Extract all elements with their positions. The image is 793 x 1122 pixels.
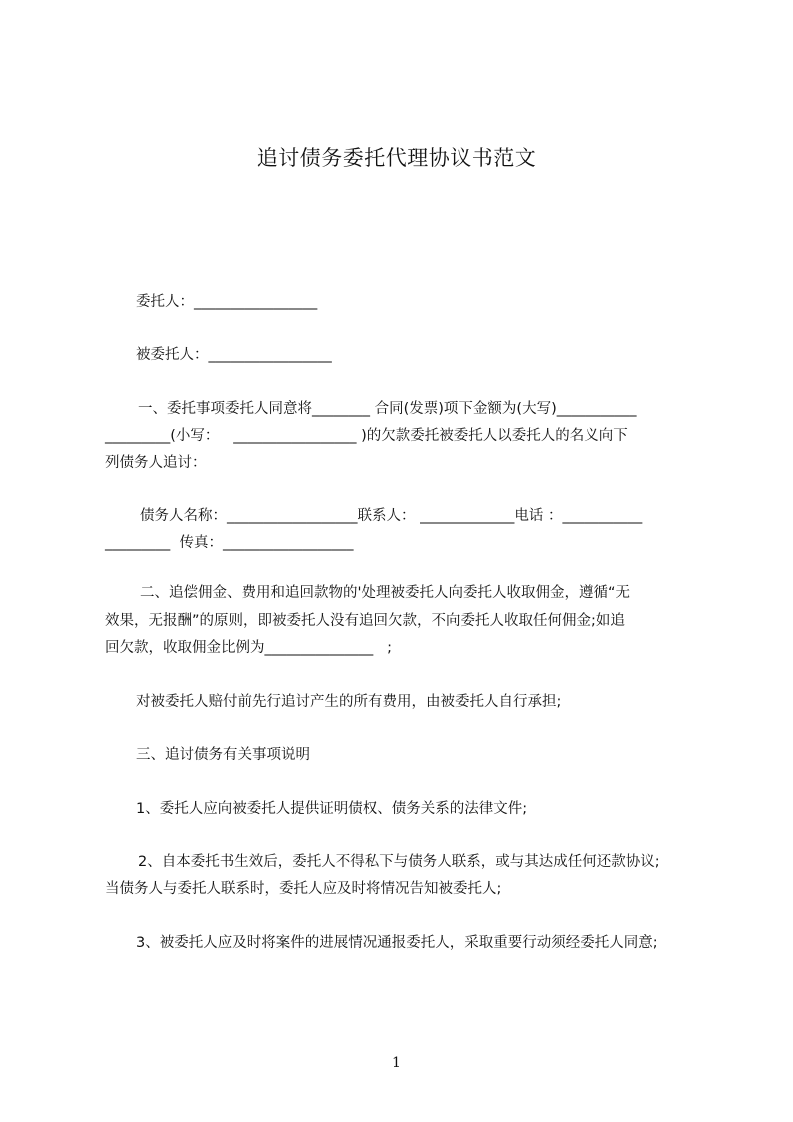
page-number: 1 xyxy=(392,1055,401,1071)
section3-heading: 三、追讨债务有关事项说明 xyxy=(136,747,310,763)
document-title: 追讨债务委托代理协议书范文 xyxy=(256,146,537,170)
section1-line-1: 一、委托事项委托人同意将________ 合同(发票)项下金额为(大写)___________ xyxy=(138,401,637,417)
section2-line-2: 效果，无报酬”的原则，即被委托人没有追回欠款，不向委托人收取任何佣金;如追 xyxy=(105,613,625,629)
principal-line: 委托人：_________________ xyxy=(136,294,318,310)
agent-line: 被委托人：_________________ xyxy=(136,347,332,363)
expenses-line: 对被委托人赔付前先行追讨产生的所有费用，由被委托人自行承担; xyxy=(136,694,562,710)
debtor-line-1: 债务人名称：__________________联系人： _____________电话 ：___________ xyxy=(140,508,643,524)
item3-line: 3、被委托人应及时将案件的进展情况通报委托人，采取重要行动须经委托人同意; xyxy=(136,935,658,951)
section1-line-2: _________(小写： _________________ )的欠款委托被委托人以委托人的名义向下 xyxy=(105,428,628,444)
item1-line: 1、委托人应向被委托人提供证明债权、债务关系的法律文件; xyxy=(136,801,528,817)
debtor-line-2: _________ 传真：__________________ xyxy=(105,535,354,551)
item2-line-2: 当债务人与委托人联系时，委托人应及时将情况告知被委托人; xyxy=(105,881,502,897)
section2-line-1: 二、追偿佣金、费用和追回款物的'处理被委托人向委托人收取佣金，遵循“无 xyxy=(140,585,630,601)
item2-line-1: 2、自本委托书生效后，委托人不得私下与债务人联系，或与其达成任何还款协议; xyxy=(138,854,660,870)
section2-line-3: 回欠款，收取佣金比例为_______________ ; xyxy=(105,640,392,656)
section1-line-3: 列债务人追讨： xyxy=(105,455,207,471)
